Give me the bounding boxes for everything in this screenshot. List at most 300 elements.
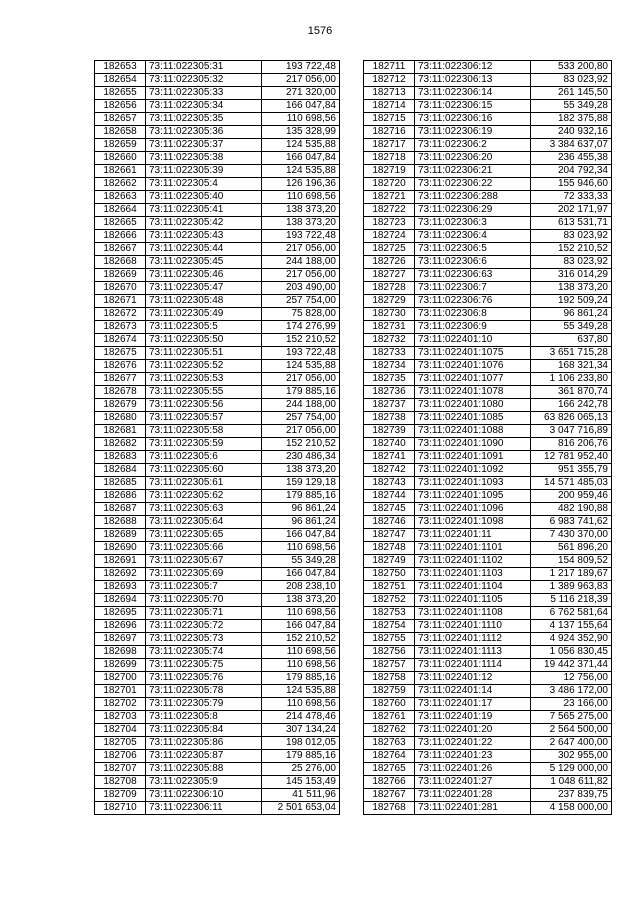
cadastral-value-cell: 12 781 952,40 (531, 451, 612, 464)
cadastral-value-cell: 96 861,24 (262, 516, 340, 529)
cadastral-value-cell: 482 190,88 (531, 503, 612, 516)
cadastral-value-cell: 193 722,48 (262, 230, 340, 243)
cadastral-number-cell: 73:11:022305:52 (146, 360, 262, 373)
row-id-cell: 182738 (364, 412, 415, 425)
row-id-cell: 182726 (364, 256, 415, 269)
cadastral-number-cell: 73:11:022305:36 (146, 126, 262, 139)
cadastral-value-cell: 166 047,84 (262, 100, 340, 113)
table-row (95, 74, 340, 87)
cadastral-value-cell: 19 442 371,44 (531, 659, 612, 672)
row-id-cell: 182765 (364, 763, 415, 776)
cadastral-number-cell: 73:11:022306:15 (415, 100, 531, 113)
cadastral-number-cell: 73:11:022305:49 (146, 308, 262, 321)
cadastral-value-cell: 179 885,16 (262, 386, 340, 399)
cadastral-value-cell: 138 373,20 (262, 464, 340, 477)
row-id-cell: 182658 (95, 126, 146, 139)
row-id-cell: 182730 (364, 308, 415, 321)
cadastral-number-cell: 73:11:022401:1078 (415, 386, 531, 399)
cadastral-number-cell: 73:11:022305:51 (146, 347, 262, 360)
table-row (364, 360, 612, 373)
table-row (95, 672, 340, 685)
cadastral-value-cell: 63 826 065,13 (531, 412, 612, 425)
cadastral-value-cell: 7 565 275,00 (531, 711, 612, 724)
row-id-cell: 182729 (364, 295, 415, 308)
cadastral-number-cell: 73:11:022305:9 (146, 776, 262, 789)
cadastral-number-cell: 73:11:022306:7 (415, 282, 531, 295)
table-row (364, 61, 612, 74)
table-row (95, 295, 340, 308)
row-id-cell: 182667 (95, 243, 146, 256)
cadastral-number-cell: 73:11:022401:1085 (415, 412, 531, 425)
table-row (364, 451, 612, 464)
cadastral-number-cell: 73:11:022305:59 (146, 438, 262, 451)
cadastral-number-cell: 73:11:022305:4 (146, 178, 262, 191)
table-row (364, 646, 612, 659)
cadastral-number-cell: 73:11:022305:67 (146, 555, 262, 568)
table-row (364, 100, 612, 113)
cadastral-value-cell: 203 490,00 (262, 282, 340, 295)
cadastral-number-cell: 73:11:022305:35 (146, 113, 262, 126)
registry-table-right (363, 60, 612, 815)
cadastral-number-cell: 73:11:022305:66 (146, 542, 262, 555)
cadastral-number-cell: 73:11:022401:26 (415, 763, 531, 776)
row-id-cell: 182760 (364, 698, 415, 711)
cadastral-number-cell: 73:11:022401:1076 (415, 360, 531, 373)
cadastral-value-cell: 135 328,99 (262, 126, 340, 139)
cadastral-value-cell: 1 106 233,80 (531, 373, 612, 386)
row-id-cell: 182670 (95, 282, 146, 295)
cadastral-number-cell: 73:11:022305:78 (146, 685, 262, 698)
row-id-cell: 182752 (364, 594, 415, 607)
table-row (95, 243, 340, 256)
cadastral-value-cell: 217 056,00 (262, 74, 340, 87)
cadastral-number-cell: 73:11:022401:17 (415, 698, 531, 711)
table-row (364, 334, 612, 347)
cadastral-value-cell: 7 430 370,00 (531, 529, 612, 542)
cadastral-number-cell: 73:11:022401:1095 (415, 490, 531, 503)
row-id-cell: 182678 (95, 386, 146, 399)
cadastral-value-cell: 244 188,00 (262, 256, 340, 269)
table-row (364, 191, 612, 204)
table-row (95, 373, 340, 386)
cadastral-value-cell: 307 134,24 (262, 724, 340, 737)
row-id-cell: 182711 (364, 61, 415, 74)
cadastral-value-cell: 3 486 172,00 (531, 685, 612, 698)
cadastral-value-cell: 533 200,80 (531, 61, 612, 74)
cadastral-value-cell: 5 116 218,39 (531, 594, 612, 607)
table-row (95, 360, 340, 373)
row-id-cell: 182665 (95, 217, 146, 230)
table-row (95, 646, 340, 659)
row-id-cell: 182706 (95, 750, 146, 763)
table-row (95, 477, 340, 490)
row-id-cell: 182704 (95, 724, 146, 737)
row-id-cell: 182700 (95, 672, 146, 685)
table-row (95, 438, 340, 451)
table-row (364, 74, 612, 87)
cadastral-number-cell: 73:11:022305:44 (146, 243, 262, 256)
cadastral-number-cell: 73:11:022305:69 (146, 568, 262, 581)
cadastral-number-cell: 73:11:022401:23 (415, 750, 531, 763)
table-row (364, 438, 612, 451)
cadastral-value-cell: 138 373,20 (262, 594, 340, 607)
row-id-cell: 182694 (95, 594, 146, 607)
cadastral-value-cell: 3 384 637,07 (531, 139, 612, 152)
row-id-cell: 182719 (364, 165, 415, 178)
table-row (95, 711, 340, 724)
row-id-cell: 182673 (95, 321, 146, 334)
row-id-cell: 182750 (364, 568, 415, 581)
cadastral-value-cell: 12 756,00 (531, 672, 612, 685)
cadastral-number-cell: 73:11:022305:61 (146, 477, 262, 490)
row-id-cell: 182675 (95, 347, 146, 360)
table-row (364, 464, 612, 477)
cadastral-number-cell: 73:11:022305:74 (146, 646, 262, 659)
cadastral-value-cell: 179 885,16 (262, 750, 340, 763)
cadastral-value-cell: 126 196,36 (262, 178, 340, 191)
cadastral-number-cell: 73:11:022401:1103 (415, 568, 531, 581)
table-row (95, 737, 340, 750)
cadastral-value-cell: 72 333,33 (531, 191, 612, 204)
row-id-cell: 182690 (95, 542, 146, 555)
cadastral-value-cell: 257 754,00 (262, 295, 340, 308)
cadastral-number-cell: 73:11:022305:6 (146, 451, 262, 464)
cadastral-value-cell: 155 946,60 (531, 178, 612, 191)
cadastral-number-cell: 73:11:022305:71 (146, 607, 262, 620)
cadastral-value-cell: 2 501 653,04 (262, 802, 340, 815)
table-row (364, 178, 612, 191)
row-id-cell: 182656 (95, 100, 146, 113)
table-row (95, 594, 340, 607)
table-row (95, 464, 340, 477)
row-id-cell: 182713 (364, 87, 415, 100)
cadastral-number-cell: 73:11:022305:64 (146, 516, 262, 529)
table-row (364, 217, 612, 230)
cadastral-value-cell: 145 153,49 (262, 776, 340, 789)
table-row (364, 204, 612, 217)
table-row (364, 321, 612, 334)
table-row (95, 724, 340, 737)
cadastral-value-cell: 2 647 400,00 (531, 737, 612, 750)
cadastral-number-cell: 73:11:022401:281 (415, 802, 531, 815)
cadastral-number-cell: 73:11:022401:1110 (415, 620, 531, 633)
cadastral-number-cell: 73:11:022306:2 (415, 139, 531, 152)
table-row (95, 321, 340, 334)
cadastral-value-cell: 244 188,00 (262, 399, 340, 412)
table-row (364, 243, 612, 256)
table-row (95, 178, 340, 191)
cadastral-number-cell: 73:11:022305:41 (146, 204, 262, 217)
table-row (95, 802, 340, 815)
row-id-cell: 182718 (364, 152, 415, 165)
table-row (364, 555, 612, 568)
cadastral-number-cell: 73:11:022305:76 (146, 672, 262, 685)
row-id-cell: 182723 (364, 217, 415, 230)
cadastral-number-cell: 73:11:022306:20 (415, 152, 531, 165)
cadastral-number-cell: 73:11:022306:11 (146, 802, 262, 815)
row-id-cell: 182767 (364, 789, 415, 802)
cadastral-number-cell: 73:11:022306:5 (415, 243, 531, 256)
table-row (364, 412, 612, 425)
table-row (364, 789, 612, 802)
table-row (95, 269, 340, 282)
row-id-cell: 182743 (364, 477, 415, 490)
cadastral-value-cell: 1 056 830,45 (531, 646, 612, 659)
cadastral-value-cell: 124 535,88 (262, 165, 340, 178)
cadastral-value-cell: 202 171,97 (531, 204, 612, 217)
table-row (95, 113, 340, 126)
row-id-cell: 182762 (364, 724, 415, 737)
cadastral-number-cell: 73:11:022305:5 (146, 321, 262, 334)
cadastral-value-cell: 138 373,20 (531, 282, 612, 295)
row-id-cell: 182668 (95, 256, 146, 269)
row-id-cell: 182751 (364, 581, 415, 594)
table-row (364, 737, 612, 750)
table-row (364, 295, 612, 308)
cadastral-number-cell: 73:11:022305:58 (146, 425, 262, 438)
table-row (364, 230, 612, 243)
cadastral-value-cell: 124 535,88 (262, 685, 340, 698)
table-row (364, 113, 612, 126)
row-id-cell: 182722 (364, 204, 415, 217)
cadastral-number-cell: 73:11:022305:73 (146, 633, 262, 646)
cadastral-value-cell: 75 828,00 (262, 308, 340, 321)
row-id-cell: 182664 (95, 204, 146, 217)
cadastral-value-cell: 261 145,50 (531, 87, 612, 100)
row-id-cell: 182703 (95, 711, 146, 724)
row-id-cell: 182720 (364, 178, 415, 191)
cadastral-number-cell: 73:11:022305:70 (146, 594, 262, 607)
table-row (364, 711, 612, 724)
cadastral-value-cell: 4 137 155,64 (531, 620, 612, 633)
table-row (364, 568, 612, 581)
table-row (364, 477, 612, 490)
table-row (95, 100, 340, 113)
row-id-cell: 182754 (364, 620, 415, 633)
cadastral-value-cell: 193 722,48 (262, 61, 340, 74)
cadastral-number-cell: 73:11:022305:84 (146, 724, 262, 737)
table-row (364, 542, 612, 555)
cadastral-value-cell: 3 047 716,89 (531, 425, 612, 438)
row-id-cell: 182682 (95, 438, 146, 451)
cadastral-value-cell: 217 056,00 (262, 425, 340, 438)
cadastral-number-cell: 73:11:022306:76 (415, 295, 531, 308)
table-row (364, 633, 612, 646)
cadastral-value-cell: 96 861,24 (531, 308, 612, 321)
cadastral-value-cell: 230 486,34 (262, 451, 340, 464)
row-id-cell: 182653 (95, 61, 146, 74)
row-id-cell: 182689 (95, 529, 146, 542)
table-row (95, 542, 340, 555)
cadastral-number-cell: 73:11:022305:45 (146, 256, 262, 269)
cadastral-number-cell: 73:11:022401:1077 (415, 373, 531, 386)
row-id-cell: 182736 (364, 386, 415, 399)
table-row (364, 126, 612, 139)
table-row (364, 802, 612, 815)
cadastral-value-cell: 166 047,84 (262, 529, 340, 542)
table-row (364, 308, 612, 321)
row-id-cell: 182688 (95, 516, 146, 529)
cadastral-value-cell: 110 698,56 (262, 191, 340, 204)
row-id-cell: 182747 (364, 529, 415, 542)
cadastral-value-cell: 152 210,52 (262, 438, 340, 451)
cadastral-value-cell: 152 210,52 (262, 334, 340, 347)
cadastral-value-cell: 154 809,52 (531, 555, 612, 568)
table-row (364, 776, 612, 789)
table-row (364, 516, 612, 529)
cadastral-number-cell: 73:11:022305:43 (146, 230, 262, 243)
table-row (95, 659, 340, 672)
row-id-cell: 182715 (364, 113, 415, 126)
cadastral-value-cell: 83 023,92 (531, 256, 612, 269)
cadastral-number-cell: 73:11:022401:12 (415, 672, 531, 685)
cadastral-number-cell: 73:11:022305:47 (146, 282, 262, 295)
cadastral-number-cell: 73:11:022305:50 (146, 334, 262, 347)
cadastral-value-cell: 198 012,05 (262, 737, 340, 750)
cadastral-value-cell: 110 698,56 (262, 698, 340, 711)
cadastral-number-cell: 73:11:022306:12 (415, 61, 531, 74)
cadastral-value-cell: 152 210,52 (531, 243, 612, 256)
table-row (364, 503, 612, 516)
table-row (95, 529, 340, 542)
cadastral-number-cell: 73:11:022306:13 (415, 74, 531, 87)
cadastral-value-cell: 5 129 000,00 (531, 763, 612, 776)
row-id-cell: 182759 (364, 685, 415, 698)
cadastral-value-cell: 951 355,79 (531, 464, 612, 477)
row-id-cell: 182749 (364, 555, 415, 568)
row-id-cell: 182753 (364, 607, 415, 620)
table-row (95, 165, 340, 178)
table-row (95, 750, 340, 763)
cadastral-number-cell: 73:11:022401:1096 (415, 503, 531, 516)
cadastral-number-cell: 73:11:022401:10 (415, 334, 531, 347)
cadastral-value-cell: 237 839,75 (531, 789, 612, 802)
table-row (364, 659, 612, 672)
cadastral-value-cell: 110 698,56 (262, 542, 340, 555)
cadastral-value-cell: 110 698,56 (262, 646, 340, 659)
cadastral-number-cell: 73:11:022306:19 (415, 126, 531, 139)
cadastral-number-cell: 73:11:022305:32 (146, 74, 262, 87)
cadastral-value-cell: 182 375,88 (531, 113, 612, 126)
cadastral-value-cell: 3 651 715,28 (531, 347, 612, 360)
row-id-cell: 182676 (95, 360, 146, 373)
row-id-cell: 182739 (364, 425, 415, 438)
table-row (95, 633, 340, 646)
row-id-cell: 182717 (364, 139, 415, 152)
cadastral-number-cell: 73:11:022401:1113 (415, 646, 531, 659)
table-row (95, 698, 340, 711)
cadastral-number-cell: 73:11:022306:4 (415, 230, 531, 243)
cadastral-value-cell: 166 047,84 (262, 568, 340, 581)
table-row (364, 139, 612, 152)
cadastral-value-cell: 166 047,84 (262, 152, 340, 165)
cadastral-value-cell: 217 056,00 (262, 373, 340, 386)
table-row (95, 763, 340, 776)
cadastral-value-cell: 1 217 189,67 (531, 568, 612, 581)
cadastral-value-cell: 192 509,24 (531, 295, 612, 308)
cadastral-number-cell: 73:11:022305:7 (146, 581, 262, 594)
cadastral-number-cell: 73:11:022401:1080 (415, 399, 531, 412)
row-id-cell: 182692 (95, 568, 146, 581)
table-row (95, 217, 340, 230)
cadastral-number-cell: 73:11:022306:288 (415, 191, 531, 204)
table-row (95, 490, 340, 503)
row-id-cell: 182685 (95, 477, 146, 490)
cadastral-number-cell: 73:11:022306:29 (415, 204, 531, 217)
row-id-cell: 182766 (364, 776, 415, 789)
table-row (364, 698, 612, 711)
row-id-cell: 182698 (95, 646, 146, 659)
cadastral-number-cell: 73:11:022401:1104 (415, 581, 531, 594)
row-id-cell: 182740 (364, 438, 415, 451)
cadastral-number-cell: 73:11:022401:1108 (415, 607, 531, 620)
table-row (95, 308, 340, 321)
cadastral-value-cell: 214 478,46 (262, 711, 340, 724)
cadastral-number-cell: 73:11:022401:1075 (415, 347, 531, 360)
cadastral-value-cell: 816 206,76 (531, 438, 612, 451)
cadastral-number-cell: 73:11:022401:1090 (415, 438, 531, 451)
row-id-cell: 182691 (95, 555, 146, 568)
cadastral-number-cell: 73:11:022305:48 (146, 295, 262, 308)
row-id-cell: 182728 (364, 282, 415, 295)
row-id-cell: 182768 (364, 802, 415, 815)
cadastral-value-cell: 637,80 (531, 334, 612, 347)
cadastral-value-cell: 179 885,16 (262, 672, 340, 685)
cadastral-number-cell: 73:11:022305:55 (146, 386, 262, 399)
table-row (95, 139, 340, 152)
table-row (95, 334, 340, 347)
row-id-cell: 182745 (364, 503, 415, 516)
cadastral-value-cell: 1 048 611,82 (531, 776, 612, 789)
cadastral-value-cell: 204 792,34 (531, 165, 612, 178)
row-id-cell: 182683 (95, 451, 146, 464)
cadastral-value-cell: 257 754,00 (262, 412, 340, 425)
cadastral-value-cell: 6 983 741,62 (531, 516, 612, 529)
cadastral-number-cell: 73:11:022305:40 (146, 191, 262, 204)
cadastral-value-cell: 110 698,56 (262, 659, 340, 672)
cadastral-number-cell: 73:11:022305:62 (146, 490, 262, 503)
cadastral-number-cell: 73:11:022401:27 (415, 776, 531, 789)
cadastral-value-cell: 110 698,56 (262, 607, 340, 620)
cadastral-value-cell: 174 276,99 (262, 321, 340, 334)
table-row (364, 399, 612, 412)
cadastral-value-cell: 361 870,74 (531, 386, 612, 399)
table-row (364, 269, 612, 282)
row-id-cell: 182721 (364, 191, 415, 204)
cadastral-value-cell: 55 349,28 (262, 555, 340, 568)
table-row (95, 230, 340, 243)
table-row (95, 126, 340, 139)
row-id-cell: 182742 (364, 464, 415, 477)
table-row (95, 776, 340, 789)
cadastral-number-cell: 73:11:022306:3 (415, 217, 531, 230)
cadastral-value-cell: 159 129,18 (262, 477, 340, 490)
cadastral-number-cell: 73:11:022305:86 (146, 737, 262, 750)
row-id-cell: 182699 (95, 659, 146, 672)
table-row (95, 61, 340, 74)
row-id-cell: 182686 (95, 490, 146, 503)
table-row (364, 347, 612, 360)
row-id-cell: 182702 (95, 698, 146, 711)
cadastral-value-cell: 14 571 485,03 (531, 477, 612, 490)
row-id-cell: 182710 (95, 802, 146, 815)
cadastral-value-cell: 138 373,20 (262, 204, 340, 217)
cadastral-number-cell: 73:11:022305:79 (146, 698, 262, 711)
row-id-cell: 182761 (364, 711, 415, 724)
cadastral-value-cell: 561 896,20 (531, 542, 612, 555)
table-row (364, 750, 612, 763)
cadastral-value-cell: 25 276,00 (262, 763, 340, 776)
